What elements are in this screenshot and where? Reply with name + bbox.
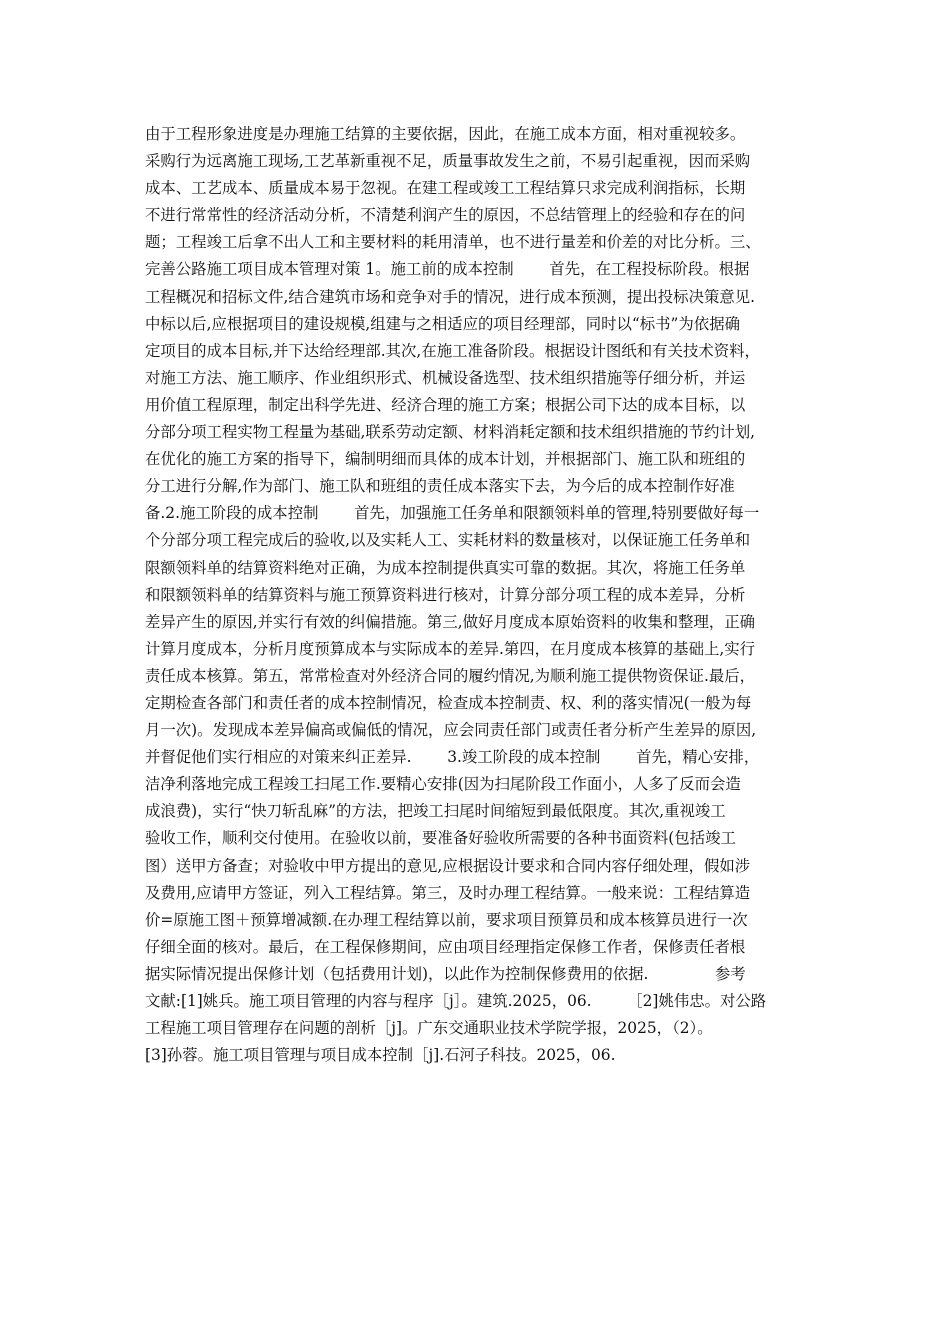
text-line: 备.2.施工阶段的成本控制 首先，加强施工任务单和限额领料单的管理,特别要做好每一	[145, 504, 760, 523]
reference-line: 文献:[1]姚兵。施工项目管理的内容与程序［j］。建筑.2025，06. ［2]姚伟忠。对公路	[145, 992, 767, 1010]
text-line: 分部分项工程实物工程量为基础,联系劳动定额、材料消耗定额和技术组织措施的节约计划,	[145, 423, 756, 442]
text-line: 差异产生的原因,并实行有效的纠偏措施。第三,做好月度成本原始资料的收集和整理，正确	[145, 612, 756, 631]
text-line: 在优化的施工方案的指导下，编制明细而具体的成本计划，并根据部门、施工队和班组的	[145, 450, 746, 469]
reference-line: [3]孙蓉。施工项目管理与项目成本控制［j].石河子科技。2025，06.	[145, 1046, 616, 1065]
text-line: 图）送甲方备查；对验收中甲方提出的意见,应根据设计要求和合同内容仔细处理，假如涉	[145, 856, 751, 875]
text-line: 定项目的成本目标,并下达给经理部.其次,在施工准备阶段。根据设计图纸和有关技术资料，	[145, 341, 760, 360]
text-line: 中标以后,应根据项目的建设规模,组建与之相适应的项目经理部，同时以“标书”为依据确	[145, 314, 740, 333]
text-line: 价=原施工图＋预算增减额.在办理工程结算以前，要求项目预算员和成本核算员进行一次	[145, 910, 748, 929]
text-line: 完善公路施工项目成本管理对策 1。施工前的成本控制 首先，在工程投标阶段。根据	[145, 260, 750, 279]
text-line: 分工进行分解,作为部门、施工队和班组的责任成本落实下去，为今后的成本控制作好准	[145, 477, 735, 496]
text-line: 成本、工艺成本、质量成本易于忽视。在建工程或竣工工程结算只求完成利润指标，长期	[145, 179, 746, 198]
text-line: 对施工方法、施工顺序、作业组织形式、机械设备选型、技术组织措施等仔细分析，并运	[145, 368, 746, 387]
text-line: 并督促他们实行相应的对策来纠正差异. 3.竣工阶段的成本控制 首先，精心安排，	[145, 748, 760, 767]
body-text	[145, 121, 815, 1069]
text-line: 及费用,应请甲方签证，列入工程结算。第三，及时办理工程结算。一般来说：工程结算造	[145, 883, 751, 902]
text-line: 和限额领料单的结算资料与施工预算资料进行核对，计算分部分项工程的成本差异，分析	[145, 585, 746, 604]
text-line: 不进行常常性的经济活动分析，不清楚利润产生的原因，不总结管理上的经验和存在的问	[145, 206, 746, 225]
text-line: 采购行为远离施工现场,工艺革新重视不足，质量事故发生之前，不易引起重视，因而采购	[145, 152, 751, 171]
text-line: 仔细全面的核对。最后，在工程保修期间，应由项目经理指定保修工作者，保修责任者根	[145, 937, 746, 956]
text-line: 责任成本核算。第五，常常检查对外经济合同的履约情况,为顺利施工提供物资保证.最后，	[145, 666, 756, 685]
text-line: 限额领料单的结算资料绝对正确，为成本控制提供真实可靠的数据。其次，将施工任务单	[145, 558, 746, 577]
text-line: 由于工程形象进度是办理施工结算的主要依据，因此，在施工成本方面，相对重视较多。	[145, 125, 746, 143]
text-line: 用价值工程原理，制定出科学先进、经济合理的施工方案；根据公司下达的成本目标，以	[145, 395, 746, 414]
text-line: 月一次)。发现成本差异偏高或偏低的情况，应会同责任部门或责任者分析产生差异的原因,	[145, 721, 757, 740]
text-line: 计算月度成本，分析月度预算成本与实际成本的差异.第四，在月度成本核算的基础上,实行	[145, 639, 756, 658]
text-line: 工程概况和招标文件,结合建筑市场和竞争对手的情况，进行成本预测，提出投标决策意见.	[145, 287, 756, 306]
text-line: 个分部分项工程完成后的验收,以及实耗人工、实耗材料的数量核对，以保证施工任务单和	[145, 531, 751, 550]
text-line: 验收工作，顺利交付使用。在验收以前，要准备好验收所需要的各种书面资料(包括竣工	[145, 829, 736, 848]
text-line: 洁净利落地完成工程竣工扫尾工作.要精心安排(因为扫尾阶段工作面小，人多了反而会造	[145, 775, 741, 794]
text-line: 题；工程竣工后拿不出人工和主要材料的耗用清单，也不进行量差和价差的对比分析。三、	[145, 233, 761, 252]
text-line: 定期检查各部门和责任者的成本控制情况，检查成本控制责、权、利的落实情况(一般为每	[145, 693, 752, 712]
text-line: 成浪费)，实行“快刀斩乱麻”的方法，把竣工扫尾时间缩短到最低限度。其次,重视竣工	[145, 802, 726, 821]
reference-line: 工程施工项目管理存在问题的剖析［j]。广东交通职业技术学院学报，2025，（2）。	[145, 1019, 713, 1038]
text-line: 据实际情况提出保修计划（包括费用计划)，以此作为控制保修费用的依据. 参考	[145, 964, 746, 983]
